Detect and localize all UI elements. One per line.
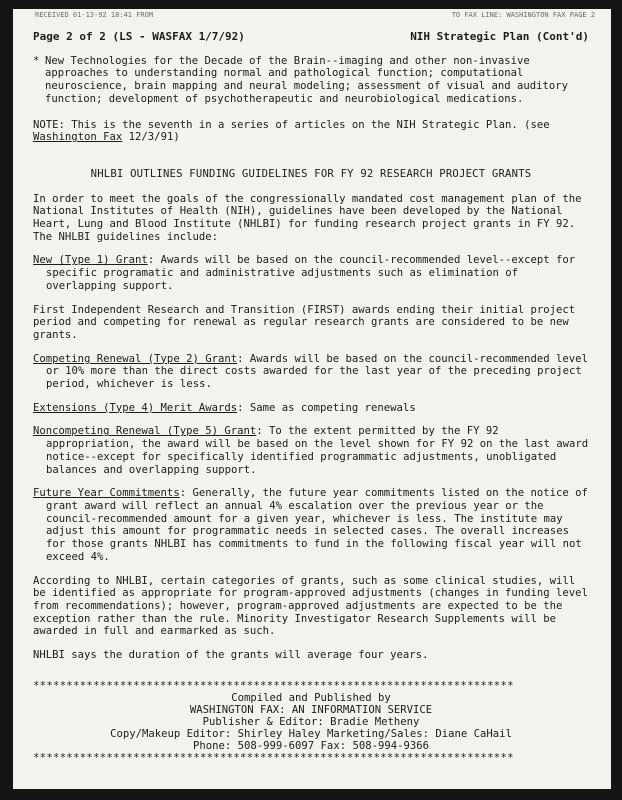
footer-staff: Copy/Makeup Editor: Shirley Haley Marketing/Sales: Diane CaHail [110, 728, 512, 741]
noncompeting-renewal-label: Noncompeting Renewal (Type 5) Grant [33, 425, 257, 438]
competing-renewal-text: : Awards will be based on the council-recommended level or 10% more than the direct costs awarded for the last year of the preceding project period, whichever is less. [46, 352, 588, 391]
footer-editor: Publisher & Editor: Bradie Metheny [202, 716, 420, 729]
note-before: NOTE: This is the seventh in a series of articles on the NIH Strategic Plan. (see [33, 118, 550, 131]
categories-paragraph: According to NHLBI, certain categories of grants, such as some clinical studies, will be identified as appropriate for program-approved adjustments (changes in funding level from recommendations); however, program-approved adjustments are expected to be the exception rather than the rule. Minority Investigator Research Supplements will be awarded in full and earmarked as such. [33, 574, 588, 638]
noncompeting-renewal-paragraph [33, 425, 589, 476]
competing-renewal-paragraph [33, 353, 589, 391]
new-grant-label: New (Type 1) Grant [33, 254, 148, 267]
extensions-label: Extensions (Type 4) Merit Awards [33, 401, 238, 414]
noncompeting-renewal-text: : To the extent permitted by the FY 92 appropriation, the award will be based on the level shown for FY 92 on the last award notice--except for specifically identified programmatic adjustments, unobligated balances and overlapping support. [46, 425, 589, 476]
duration-paragraph: NHLBI says the duration of the grants will average four years. [33, 649, 429, 662]
footer-compiled: Compiled and Published by [231, 692, 391, 705]
article-intro: In order to meet the goals of the congressionally mandated cost management plan of the National Institutes of Health (NIH), guidelines have been developed by the National Heart, Lung and Blood Institute (NHLBI) for funding research project grants in FY 92. The NHLBI guidelines include: [33, 192, 582, 243]
fax-transmission-header [35, 11, 595, 19]
future-year-label: Future Year Commitments [33, 487, 180, 500]
extensions-text: : Same as competing renewals [237, 401, 416, 414]
new-grant-paragraph [33, 254, 589, 292]
bullet-mark: * [33, 54, 40, 67]
document-body [33, 31, 589, 765]
footer-divider-top: ************************************************************************ [33, 679, 514, 692]
footer-contact: Phone: 508-999-6097 Fax: 508-994-9366 [193, 740, 429, 753]
note-after: 12/3/91) [122, 131, 180, 144]
footer-divider-bottom: ************************************************************************ [33, 752, 514, 765]
bullet-text: New Technologies for the Decade of the Brain--imaging and other non-invasive approaches to understanding normal and pathological function; computational neuroscience, brain mapping and neural modeling; assessment of visual and auditory function; development of psychotherapeutic and neurobiological medications. [45, 54, 568, 105]
note-publication-link: Washington Fax [33, 131, 123, 144]
first-awards-paragraph: First Independent Research and Transition (FIRST) awards ending their initial project period and competing for renewal as regular research grants are considered to be new grants. [33, 303, 576, 341]
fax-header-right: TO FAX LINE: WASHINGTON FAX PAGE 2 [451, 11, 595, 19]
page-header-right: NIH Strategic Plan (Cont'd) [410, 30, 589, 43]
future-year-paragraph [33, 487, 589, 563]
competing-renewal-label: Competing Renewal (Type 2) Grant [33, 352, 238, 365]
bullet-item [33, 55, 589, 106]
fax-page [13, 9, 611, 789]
article-title: NHLBI OUTLINES FUNDING GUIDELINES FOR FY 92 RESEARCH PROJECT GRANTS [90, 167, 532, 180]
series-note [33, 119, 589, 144]
fax-header-left: RECEIVED 01-13-92 18:41 FROM [35, 11, 154, 19]
new-grant-text: : Awards will be based on the council-recommended level--except for specific programatic and administrative adjustments such as elimination of overlapping support. [46, 254, 576, 292]
page-header-left: Page 2 of 2 (LS - WASFAX 1/7/92) [33, 30, 245, 43]
publisher-footer [33, 692, 589, 752]
extensions-paragraph [33, 402, 589, 415]
page-header [33, 31, 589, 44]
future-year-text: : Generally, the future year commitments listed on the notice of grant award will reflect an annual 4% escalation over the previous year or the council-recommended amount for a given year, whichever is less. The institute may adjust this amount for programmatic needs in selected cases. The overall increases for those grants NHLBI has commitments to fund in the following fiscal year will not exceed 4%. [46, 487, 588, 563]
footer-publisher-name: WASHINGTON FAX: AN INFORMATION SERVICE [189, 704, 433, 717]
